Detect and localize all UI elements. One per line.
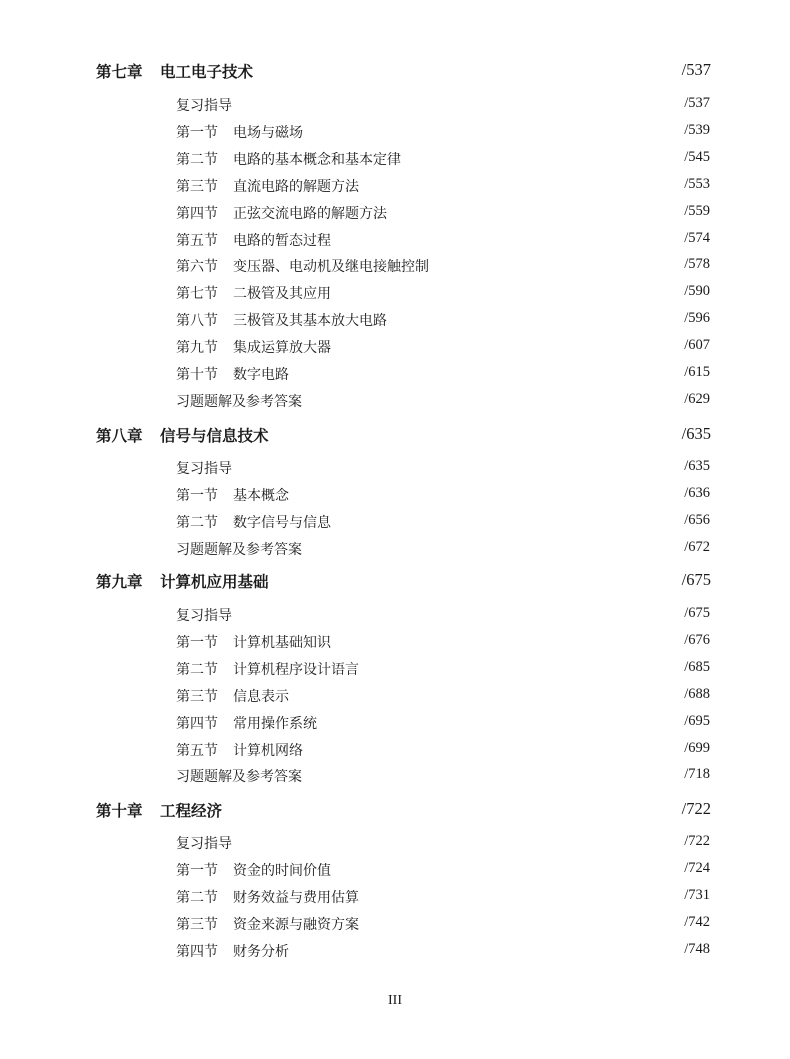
section-title: 正弦交流电路的解题方法	[233, 205, 387, 222]
chapter-entry[interactable]	[0, 799, 790, 825]
section-entry[interactable]	[0, 766, 790, 792]
section-heading	[176, 283, 331, 303]
section-title: 电路的暂态过程	[233, 232, 331, 249]
chapter-entry[interactable]	[0, 570, 790, 596]
section-entry[interactable]	[0, 512, 790, 538]
section-number: 第三节	[176, 178, 218, 195]
section-entry[interactable]	[0, 458, 790, 484]
section-entry[interactable]	[0, 686, 790, 712]
chapter-page: /635	[681, 424, 711, 443]
section-entry[interactable]	[0, 632, 790, 658]
section-heading	[176, 941, 289, 961]
section-heading	[176, 659, 359, 679]
section-heading	[176, 833, 232, 853]
section-page: /675	[684, 605, 710, 621]
section-entry[interactable]	[0, 605, 790, 631]
section-title: 计算机程序设计语言	[233, 661, 359, 678]
chapter-heading	[96, 799, 222, 821]
section-number: 第一节	[176, 862, 218, 879]
chapter-heading	[96, 570, 269, 592]
section-page: /539	[684, 121, 710, 138]
section-title: 复习指导	[176, 461, 232, 477]
section-heading	[176, 122, 303, 142]
section-number: 第六节	[176, 259, 218, 276]
section-page: /615	[684, 364, 710, 380]
section-title: 习题题解及参考答案	[176, 393, 302, 410]
section-entry[interactable]	[0, 539, 790, 565]
section-entry[interactable]	[0, 310, 790, 336]
section-heading	[176, 364, 289, 384]
section-title: 直流电路的解题方法	[233, 178, 359, 195]
section-title: 三极管及其基本放大电路	[233, 313, 387, 330]
section-page: /607	[684, 337, 710, 354]
section-number: 第三节	[176, 916, 218, 933]
section-entry[interactable]	[0, 391, 790, 417]
chapter-page: /722	[681, 799, 711, 818]
section-title: 计算机网络	[233, 742, 303, 759]
section-heading	[176, 713, 317, 733]
section-page: /718	[684, 766, 710, 783]
chapter-page: /675	[681, 570, 711, 589]
section-title: 数字信号与信息	[233, 514, 331, 531]
section-title: 习题题解及参考答案	[176, 541, 302, 558]
section-page: /685	[684, 658, 710, 675]
section-page: /656	[684, 511, 710, 528]
section-title: 集成运算放大器	[233, 340, 331, 357]
section-entry[interactable]	[0, 95, 790, 121]
section-page: /578	[684, 256, 710, 273]
section-page: /722	[684, 833, 710, 849]
page-number: III	[388, 993, 402, 1008]
section-number: 第一节	[176, 124, 218, 141]
section-heading	[176, 203, 387, 223]
section-page: /553	[684, 175, 710, 192]
section-number: 第四节	[176, 205, 218, 222]
section-entry[interactable]	[0, 941, 790, 967]
section-entry[interactable]	[0, 149, 790, 175]
section-entry[interactable]	[0, 740, 790, 766]
section-entry[interactable]	[0, 122, 790, 148]
section-heading	[176, 539, 302, 559]
section-page: /672	[684, 538, 710, 555]
section-heading	[176, 632, 331, 652]
section-heading	[176, 887, 359, 907]
section-number: 第二节	[176, 889, 218, 906]
section-heading	[176, 256, 429, 276]
section-number: 第一节	[176, 634, 218, 651]
section-page: /590	[684, 283, 710, 300]
section-number: 第二节	[176, 514, 218, 531]
section-page: /748	[684, 940, 710, 957]
section-number: 第七节	[176, 286, 218, 303]
chapter-page: /537	[681, 60, 711, 79]
chapter-entry[interactable]	[0, 60, 790, 86]
section-heading	[176, 605, 232, 625]
section-entry[interactable]	[0, 713, 790, 739]
section-entry[interactable]	[0, 914, 790, 940]
section-title: 变压器、电动机及继电接触控制	[233, 259, 429, 276]
section-entry[interactable]	[0, 337, 790, 363]
section-heading	[176, 230, 331, 250]
section-page: /574	[684, 229, 710, 246]
section-heading	[176, 458, 232, 478]
section-title: 资金来源与融资方案	[233, 916, 359, 933]
chapter-number: 第八章	[96, 427, 143, 445]
section-title: 常用操作系统	[233, 715, 317, 732]
section-number: 第十节	[176, 367, 218, 383]
section-title: 数字电路	[233, 367, 289, 383]
section-number: 第二节	[176, 151, 218, 168]
section-number: 第八节	[176, 313, 218, 330]
section-heading	[176, 95, 232, 115]
section-title: 基本概念	[233, 487, 289, 504]
section-page: /636	[684, 484, 710, 501]
chapter-entry[interactable]	[0, 424, 790, 450]
chapter-heading	[96, 424, 269, 446]
chapter-title: 电工电子技术	[160, 63, 254, 81]
section-entry[interactable]	[0, 364, 790, 390]
section-title: 信息表示	[233, 688, 289, 705]
chapter-title: 工程经济	[160, 802, 223, 820]
section-heading	[176, 391, 302, 411]
section-number: 第五节	[176, 232, 218, 249]
section-title: 二极管及其应用	[233, 286, 331, 303]
chapter-title: 信号与信息技术	[160, 427, 269, 445]
chapter-title: 计算机应用基础	[160, 573, 269, 591]
section-title: 习题题解及参考答案	[176, 769, 302, 786]
section-page: /559	[684, 202, 710, 219]
section-page: /724	[684, 859, 710, 876]
section-heading	[176, 485, 289, 505]
section-page: /695	[684, 712, 710, 729]
chapter-heading	[96, 60, 253, 82]
section-title: 计算机基础知识	[233, 634, 331, 651]
section-heading	[176, 176, 359, 196]
section-heading	[176, 149, 401, 169]
section-number: 第五节	[176, 742, 218, 759]
section-page: /699	[684, 739, 710, 756]
section-number: 第九节	[176, 340, 218, 357]
section-page: /629	[684, 390, 710, 407]
section-page: /742	[684, 913, 710, 930]
section-page: /676	[684, 631, 710, 648]
section-heading	[176, 914, 359, 934]
chapter-number: 第七章	[96, 63, 143, 81]
section-number: 第四节	[176, 943, 218, 960]
section-heading	[176, 512, 331, 532]
section-number: 第二节	[176, 661, 218, 678]
section-title: 电场与磁场	[233, 124, 303, 141]
section-heading	[176, 740, 303, 760]
section-page: /731	[684, 886, 710, 903]
section-title: 复习指导	[176, 608, 232, 624]
section-entry[interactable]	[0, 860, 790, 886]
section-number: 第四节	[176, 715, 218, 732]
section-title: 电路的基本概念和基本定律	[233, 151, 401, 168]
section-heading	[176, 860, 331, 880]
section-page: /596	[684, 310, 710, 327]
section-entry[interactable]	[0, 833, 790, 859]
section-entry[interactable]	[0, 485, 790, 511]
section-title: 财务分析	[233, 943, 289, 960]
chapter-number: 第九章	[96, 573, 143, 591]
section-heading	[176, 766, 302, 786]
section-entry[interactable]	[0, 176, 790, 202]
section-title: 财务效益与费用估算	[233, 889, 359, 906]
section-title: 资金的时间价值	[233, 862, 331, 879]
section-page: /537	[684, 95, 710, 111]
section-entry[interactable]	[0, 230, 790, 256]
section-number: 第三节	[176, 688, 218, 705]
chapter-number: 第十章	[96, 802, 143, 820]
section-entry[interactable]	[0, 283, 790, 309]
section-entry[interactable]	[0, 659, 790, 685]
section-page: /688	[684, 685, 710, 702]
section-number: 第一节	[176, 487, 218, 504]
section-heading	[176, 686, 289, 706]
section-heading	[176, 337, 331, 357]
section-entry[interactable]	[0, 887, 790, 913]
section-heading	[176, 310, 387, 330]
section-title: 复习指导	[176, 836, 232, 852]
section-page: /635	[684, 458, 710, 474]
section-entry[interactable]	[0, 203, 790, 229]
section-page: /545	[684, 148, 710, 165]
section-entry[interactable]	[0, 256, 790, 282]
section-title: 复习指导	[176, 98, 232, 114]
